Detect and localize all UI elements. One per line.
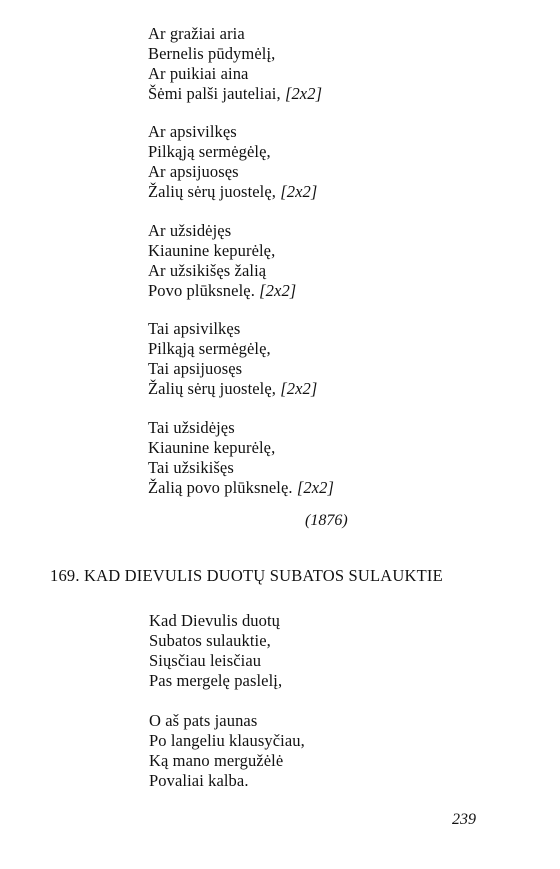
verse-line: Bernelis pūdymėlį, bbox=[148, 44, 276, 63]
verse-line-with-repeat bbox=[148, 84, 322, 104]
verse-line: Subatos sulauktie, bbox=[149, 631, 271, 650]
song-heading: 169. KAD DIEVULIS DUOTŲ SUBATOS SULAUKTIE bbox=[50, 566, 443, 585]
verse-line: Po langeliu klausyčiau, bbox=[149, 731, 305, 750]
verse-line: Tai apsivilkęs bbox=[148, 319, 241, 338]
verse-line: Kad Dievulis duotų bbox=[149, 611, 281, 630]
verse-text: Žalių sėrų juostelę, bbox=[148, 182, 277, 201]
repeat-mark: [2x2] bbox=[280, 182, 318, 201]
verse-line: Ar puikiai aina bbox=[148, 64, 249, 83]
verse-line: O aš pats jaunas bbox=[149, 711, 258, 730]
repeat-mark: [2x2] bbox=[259, 281, 297, 300]
verse-line: Kiaunine kepurėlę, bbox=[148, 241, 276, 260]
verse-line: Tai apsijuosęs bbox=[148, 359, 243, 378]
verse-line-with-repeat bbox=[148, 182, 317, 202]
verse-text: Šėmi palši jauteliai, bbox=[148, 84, 281, 103]
page-number: 239 bbox=[452, 811, 476, 828]
verse-text: Žalių sėrų juostelę, bbox=[148, 379, 277, 398]
verse-text: Povo plūksnelę. bbox=[148, 281, 255, 300]
verse-line: Pilkąją sermėgėlę, bbox=[148, 339, 271, 358]
verse-line-with-repeat bbox=[148, 478, 334, 498]
verse-line-with-repeat bbox=[148, 379, 317, 399]
verse-line-with-repeat bbox=[148, 281, 296, 301]
verse-line: Ar užsidėjęs bbox=[148, 221, 232, 240]
verse-line: Pilkąją sermėgėlę, bbox=[148, 142, 271, 161]
verse-line: Ar užsikišęs žalią bbox=[148, 261, 267, 280]
verse-line: Ar apsijuosęs bbox=[148, 162, 239, 181]
verse-text: Žalią povo plūksnelę. bbox=[148, 478, 293, 497]
verse-line: Ką mano mergužėlė bbox=[149, 751, 284, 770]
verse-line: Kiaunine kepurėlę, bbox=[148, 438, 276, 457]
repeat-mark: [2x2] bbox=[280, 379, 318, 398]
verse-line: Siųsčiau leisčiau bbox=[149, 651, 262, 670]
repeat-mark: [2x2] bbox=[284, 84, 323, 103]
song-year: (1876) bbox=[305, 512, 348, 529]
repeat-mark: [2x2] bbox=[296, 478, 335, 497]
verse-line: Povaliai kalba. bbox=[149, 771, 249, 790]
verse-line: Tai užsikišęs bbox=[148, 458, 234, 477]
verse-line: Ar gražiai aria bbox=[148, 24, 245, 43]
verse-line: Tai užsidėjęs bbox=[148, 418, 235, 437]
verse-line: Pas mergelę paslelį, bbox=[149, 671, 283, 690]
verse-line: Ar apsivilkęs bbox=[148, 122, 237, 141]
